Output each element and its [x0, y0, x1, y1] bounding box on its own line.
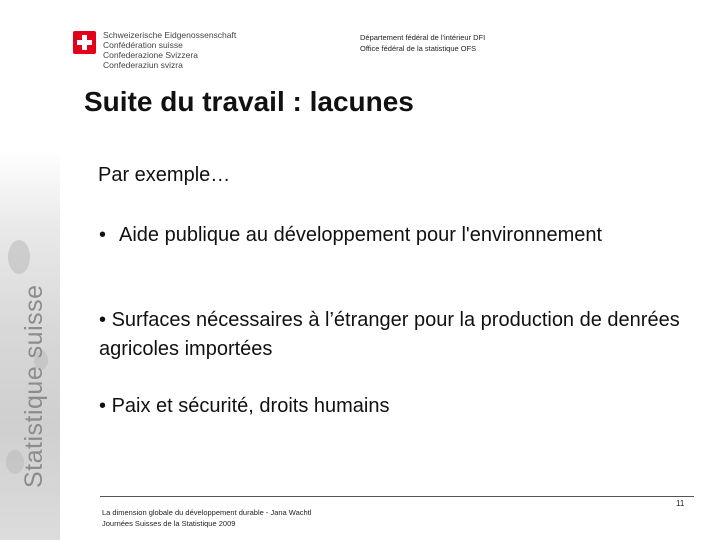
intro-text: Par exemple… [98, 164, 231, 186]
department-line: Office fédéral de la statistique OFS [360, 44, 477, 53]
footer-line: La dimension globale du développement durable - Jana Wachtl [102, 508, 312, 517]
department-block [360, 32, 485, 54]
side-label: Statistique suisse [20, 284, 48, 488]
bullet-text: Paix et sécurité, droits humains [111, 395, 390, 417]
confederation-line: Schweizerische Eidgenossenschaft [103, 30, 237, 40]
confederation-line: Confédération suisse [103, 40, 183, 50]
swiss-cross-logo [73, 31, 96, 54]
footer-credits [102, 507, 311, 529]
department-line: Département fédéral de l'intérieur DFI [360, 33, 486, 42]
bullet-text: Aide publique au développement pour l'environnement [119, 224, 603, 246]
slide-title: Suite du travail : lacunes [84, 86, 414, 117]
page-number: 11 [676, 499, 685, 508]
footer-divider [100, 496, 694, 497]
confederation-line: Confederaziun svizra [103, 60, 183, 70]
bullet-marker: • [99, 309, 107, 331]
bullet-marker: • [99, 395, 107, 417]
footer-line: Journées Suisses de la Statistique 2009 [102, 519, 236, 528]
confederation-name-block [103, 30, 236, 70]
bullet-item [99, 221, 619, 250]
confederation-line: Confederazione Svizzera [103, 50, 198, 60]
bullet-item [99, 392, 699, 421]
bullet-marker: • [99, 224, 107, 246]
bullet-text: Surfaces nécessaires à l’étranger pour la production de denrées agricoles importées [99, 309, 680, 360]
bullet-item [99, 306, 699, 364]
